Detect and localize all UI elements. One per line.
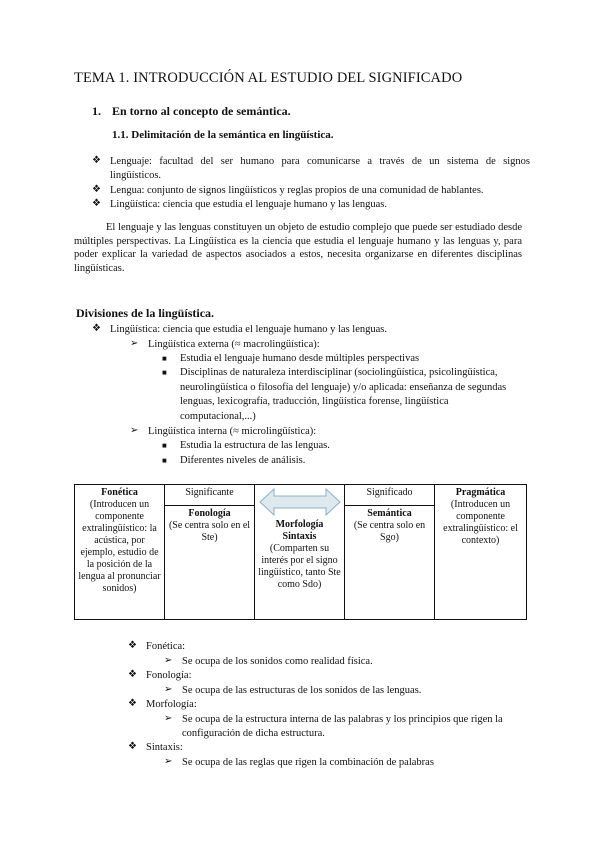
double-arrow-icon [258,487,342,517]
externa-label: Lingüística externa (≈ macrolingüística): [148,339,320,350]
arrow-bullet-icon: ➢ [130,425,139,436]
diamond-bullet-icon: ❖ [128,741,137,752]
summary-desc: Se ocupa de la estructura interna de las palabras y los principios que rigen la [182,714,503,725]
fonetica-title: Fonética [101,487,138,498]
significado-cell: Significado [345,485,435,506]
diamond-bullet-icon: ❖ [128,669,137,680]
externa-subitem-text: neurolingüística o filosofía del lenguaje) y/o aplicada: enseñanza de segundas [180,381,507,393]
summary-item [128,698,528,712]
pragmatica-cell [435,485,527,620]
summary-item [128,669,528,683]
fonetica-desc: (Introducen un componente extralingüístico: la acústica, por ejemplo, estudio de la posición de la lengua al pronunciar sonidos) [78,499,161,594]
externa-item [130,338,530,352]
summary-desc-item [164,713,534,741]
arrow-bullet-icon: ➢ [130,338,139,349]
interna-subitem-text: Estudia la estructura de las lenguas. [180,440,330,451]
definition-item [92,184,532,198]
definition-item [92,155,532,183]
page-title: TEMA 1. INTRODUCCIÓN AL ESTUDIO DEL SIGNIFICADO [74,70,463,86]
fonologia-cell [165,506,255,620]
summary-desc: Se ocupa de las estructuras de los sonidos de las lenguas. [182,685,422,696]
semantica-cell [345,506,435,620]
sintaxis-title: Sintaxis [282,531,317,542]
summary-desc: Se ocupa de las reglas que rigen la combinación de palabras [182,757,434,768]
intro-paragraph: El lenguaje y las lenguas constituyen un objeto de estudio complejo que puede ser estudiado desde múltiples perspectivas. La Lingüística es la ciencia que estudia el lenguaje humano y las lenguas y, para poder explicar la variedad de aspectos asociados a estos, necesita organizarse en diferentes disciplinas lingüísticas. [74,222,522,274]
arrow-bullet-icon: ➢ [164,756,173,767]
semantica-desc: (Se centra solo en Sgo) [353,520,426,543]
summary-desc-item [164,655,534,669]
summary-term: Sintaxis: [146,742,183,753]
externa-subitem [162,352,532,366]
summary-term: Morfología: [146,699,197,710]
summary-term: Fonología: [146,670,192,681]
arrow-bullet-icon: ➢ [164,684,173,695]
fonologia-desc: (Se centra solo en el Ste) [168,520,251,543]
semantica-title: Semántica [367,508,412,519]
summary-desc: Se ocupa de los sonidos como realidad física. [182,656,373,667]
interna-item [130,425,530,439]
externa-subitem-text: computacional,...) [180,410,256,422]
square-bullet-icon: ■ [162,456,167,465]
summary-item [128,741,528,755]
interna-subitem [162,439,532,453]
summary-term: Fonética: [146,641,186,652]
section-title: En torno al concepto de semántica. [112,104,291,118]
significante-cell: Significante [165,485,255,506]
fonetica-cell [75,485,165,620]
definition-text-cont: lingüísticos. [110,169,162,181]
definition-text: Lenguaje: facultad del ser humano para comunicarse a través de un sistema de signos [110,156,530,167]
interna-label: Lingüística interna (≈ microlingüística): [148,426,317,437]
definition-text: Lengua: conjunto de signos lingüísticos y reglas propios de una comunidad de hablantes. [110,185,484,196]
arrow-bullet-icon: ➢ [164,655,173,666]
division-main-item [92,323,532,337]
division-main-text: Lingüística: ciencia que estudia el lenguaje humano y las lenguas. [110,324,387,335]
diamond-bullet-icon: ❖ [92,184,101,195]
diamond-bullet-icon: ❖ [92,198,101,209]
externa-subitem-text: Estudia el lenguaje humano desde múltiples perspectivas [180,353,420,364]
fonologia-title: Fonología [188,508,231,519]
morfologia-title: Morfología [275,519,324,530]
section-number: 1. [92,104,101,118]
summary-desc-cont: configuración de dicha estructura. [182,727,325,739]
square-bullet-icon: ■ [162,368,167,377]
pragmatica-title: Pragmática [455,487,506,498]
diamond-bullet-icon: ❖ [92,323,101,334]
square-bullet-icon: ■ [162,354,167,363]
summary-item [128,640,528,654]
summary-desc-item [164,684,534,698]
interna-subitem [162,454,532,468]
arrow-bullet-icon: ➢ [164,713,173,724]
externa-subitem-text: lenguas, lexicografía, traducción, lingüística forense, lingüística [180,396,449,407]
diamond-bullet-icon: ❖ [128,640,137,651]
externa-subitem-text: Disciplinas de naturaleza interdisciplinar (sociolingüística, psicolingüística, [180,367,498,378]
section-heading [92,104,291,119]
square-bullet-icon: ■ [162,441,167,450]
definition-item [92,198,532,212]
subsection-heading: 1.1. Delimitación de la semántica en lingüística. [112,129,334,141]
divisions-heading: Divisiones de la lingüística. [76,306,215,320]
diamond-bullet-icon: ❖ [128,698,137,709]
pragmatica-desc: (Introducen un componente extralingüístico: el contexto) [443,499,518,546]
externa-subitem [162,366,532,422]
morfologia-desc: (Comparten su interés por el signo lingüístico, tanto Ste como Sdo) [258,543,341,590]
diamond-bullet-icon: ❖ [92,155,101,166]
definition-text: Lingüística: ciencia que estudia el lenguaje humano y las lenguas. [110,199,387,210]
summary-desc-item [164,756,534,770]
interna-subitem-text: Diferentes niveles de análisis. [180,455,306,466]
